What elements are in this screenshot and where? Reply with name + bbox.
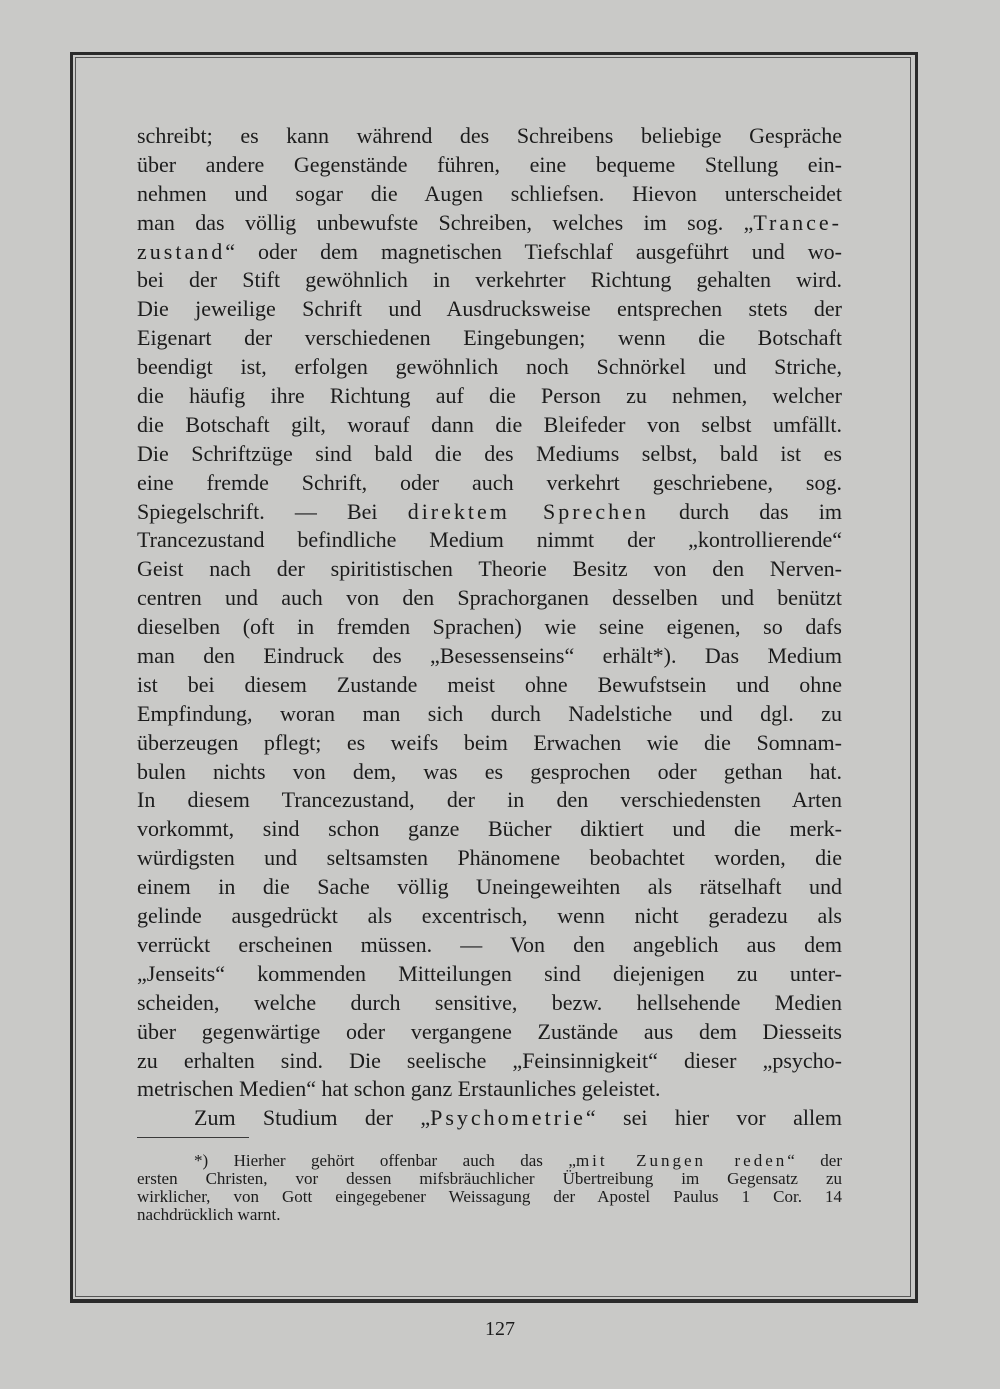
text-line: scheiden, welche durch sensitive, bezw. hellsehende Medien bbox=[137, 989, 842, 1015]
text-line: würdigsten und seltsamsten Phänomene beobachtet worden, die bbox=[137, 845, 842, 871]
footnote-line: ersten Christen, vor dessen mifsbräuchlicher Übertreibung im Gegensatz zu bbox=[137, 1169, 842, 1188]
spaced-term: mit Zungen reden bbox=[575, 1151, 788, 1170]
footnote-separator bbox=[137, 1137, 249, 1138]
text-line: eine fremde Schrift, oder auch verkehrt geschriebene, sog. bbox=[137, 469, 842, 495]
text-line: Eigenart der verschiedenen Eingebungen; wenn die Botschaft bbox=[137, 325, 842, 351]
text-line: Geist nach der spiritistischen Theorie Besitz von den Nerven- bbox=[137, 556, 842, 582]
text-line: Die jeweilige Schrift und Ausdrucksweise entsprechen stets der bbox=[137, 296, 842, 322]
text-line: beendigt ist, erfolgen gewöhnlich noch Schnörkel und Striche, bbox=[137, 354, 842, 380]
text-line: schreibt; es kann während des Schreibens beliebige Gespräche bbox=[137, 123, 842, 148]
text-line: gelinde ausgedrückt als excentrisch, wenn nicht geradezu als bbox=[137, 903, 842, 929]
text-line: dieselben (oft in fremden Sprachen) wie seine eigenen, so dafs bbox=[137, 614, 842, 640]
text-line: Spiegelschrift. — Bei direktem Sprechen durch das im bbox=[137, 498, 842, 524]
text-line: metrischen Medien“ hat schon ganz Erstaunliches geleistet. bbox=[137, 1076, 661, 1102]
text-line: zustand“ oder dem magnetischen Tiefschlaf ausgeführt und wo- bbox=[137, 238, 842, 264]
text-line: überzeugen pflegt; es weifs beim Erwachen wie die Somnam- bbox=[137, 729, 842, 755]
text-line: Empfindung, woran man sich durch Nadelstiche und dgl. zu bbox=[137, 700, 842, 726]
text-line: verrückt erscheinen müssen. — Von den angeblich aus dem bbox=[137, 931, 842, 957]
spaced-term: zustand bbox=[137, 238, 226, 264]
text-line: man das völlig unbewufste Schreiben, welches im sog. „Trance- bbox=[137, 209, 842, 235]
page-number: 127 bbox=[485, 1318, 515, 1340]
footnote bbox=[137, 1152, 842, 1224]
text-line: über gegenwärtige oder vergangene Zustände aus dem Diesseits bbox=[137, 1018, 842, 1044]
text-line: bei der Stift gewöhnlich in verkehrter Richtung gehalten wird. bbox=[137, 267, 842, 293]
text-line: ist bei diesem Zustande meist ohne Bewufstsein und ohne bbox=[137, 671, 842, 697]
text-line: Trancezustand befindliche Medium nimmt der „kontrollierende“ bbox=[137, 527, 842, 553]
spaced-term: direktem Sprechen bbox=[407, 498, 649, 524]
text-line: einem in die Sache völlig Uneingeweihten als rätselhaft und bbox=[137, 874, 842, 900]
text-line: man den Eindruck des „Besessenseins“ erhält*). Das Medium bbox=[137, 643, 842, 669]
text-line: nehmen und sogar die Augen schliefsen. Hievon unterscheidet bbox=[137, 180, 842, 206]
text-line: „Jenseits“ kommenden Mitteilungen sind diejenigen zu unter- bbox=[137, 960, 842, 986]
footnote-line: wirklicher, von Gott eingegebener Weissagung der Apostel Paulus 1 Cor. 14 bbox=[137, 1187, 842, 1206]
text-line: die Botschaft gilt, worauf dann die Bleifeder von selbst umfällt. bbox=[137, 411, 842, 437]
text-line: Zum Studium der „Psychometrie“ sei hier vor allem bbox=[194, 1105, 842, 1131]
spaced-term: Psychometrie bbox=[430, 1105, 586, 1131]
text-line: Die Schriftzüge sind bald die des Mediums selbst, bald ist es bbox=[137, 440, 842, 466]
footnote-line: *) Hierher gehört offenbar auch das „mit Zungen reden“ der bbox=[194, 1151, 842, 1170]
text-line: vorkommt, sind schon ganze Bücher diktiert und die merk- bbox=[137, 816, 842, 842]
text-line: die häufig ihre Richtung auf die Person zu nehmen, welcher bbox=[137, 383, 842, 409]
main-text bbox=[137, 122, 842, 1133]
text-line: In diesem Trancezustand, der in den verschiedensten Arten bbox=[137, 787, 842, 813]
text-line: centren und auch von den Sprachorganen desselben und benützt bbox=[137, 585, 842, 611]
text-line: zu erhalten sind. Die seelische „Feinsinnigkeit“ dieser „psycho- bbox=[137, 1047, 842, 1073]
footnote-line: nachdrücklich warnt. bbox=[137, 1205, 281, 1224]
text-line: bulen nichts von dem, was es gesprochen oder gethan hat. bbox=[137, 758, 842, 784]
spaced-term: Trance- bbox=[753, 209, 842, 235]
text-line: über andere Gegenstände führen, eine bequeme Stellung ein- bbox=[137, 151, 842, 177]
